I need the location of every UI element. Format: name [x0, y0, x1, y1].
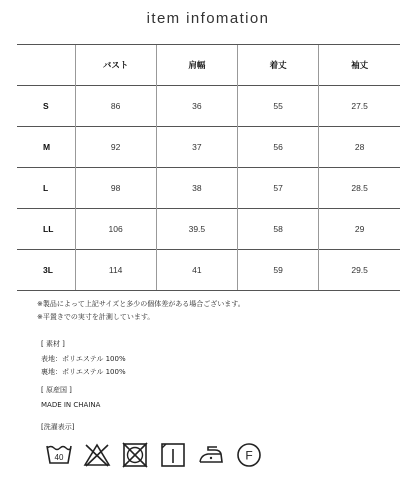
size-table-corner	[17, 45, 75, 86]
cell-bust: 86	[75, 86, 156, 127]
no-bleach-icon	[83, 441, 111, 469]
cell-length: 57	[238, 168, 319, 209]
origin-section	[41, 385, 100, 412]
table-row	[17, 86, 400, 127]
cell-sleeve-length: 28.5	[319, 168, 400, 209]
cell-shoulder-width: 36	[156, 86, 237, 127]
drip-dry-icon	[159, 441, 187, 469]
cell-bust: 92	[75, 127, 156, 168]
cell-shoulder-width: 37	[156, 127, 237, 168]
cell-sleeve-length: 29	[319, 209, 400, 250]
row-size-label: LL	[17, 209, 75, 250]
note-individual-difference: ※製品によって上記サイズと多少の個体差がある場合ございます。	[37, 300, 245, 308]
size-notes	[37, 298, 245, 324]
table-row	[17, 127, 400, 168]
cell-bust: 106	[75, 209, 156, 250]
wash-temperature: 40	[54, 453, 64, 462]
row-size-label: S	[17, 86, 75, 127]
row-size-label: L	[17, 168, 75, 209]
wash-40-icon	[45, 441, 73, 469]
header-length: 着丈	[238, 45, 319, 86]
origin-value: MADE IN CHAINA	[41, 401, 101, 409]
material-lining: 裏地：ポリエステル 100%	[41, 368, 126, 376]
care-icons	[45, 441, 263, 469]
header-bust: バスト	[75, 45, 156, 86]
material-heading: [ 素材 ]	[41, 340, 65, 348]
cell-shoulder-width: 39.5	[156, 209, 237, 250]
row-size-label: M	[17, 127, 75, 168]
cell-length: 58	[238, 209, 319, 250]
header-shoulder-width: 肩幅	[156, 45, 237, 86]
cell-length: 59	[238, 250, 319, 291]
table-row	[17, 168, 400, 209]
cell-shoulder-width: 38	[156, 168, 237, 209]
cell-sleeve-length: 27.5	[319, 86, 400, 127]
dry-clean-letter: F	[245, 448, 253, 463]
cell-length: 55	[238, 86, 319, 127]
page-title: item infomation	[146, 10, 270, 27]
row-size-label: 3L	[17, 250, 75, 291]
material-section	[41, 339, 126, 379]
table-row	[17, 250, 400, 291]
header-sleeve-length: 袖丈	[319, 45, 400, 86]
cell-length: 56	[238, 127, 319, 168]
no-tumble-dry-icon	[121, 441, 149, 469]
origin-heading: [ 原産国 ]	[41, 386, 72, 394]
note-flat-measurement: ※平置きでの実寸を計測しています。	[37, 313, 155, 321]
care-section	[41, 422, 74, 436]
cell-sleeve-length: 28	[319, 127, 400, 168]
cell-shoulder-width: 41	[156, 250, 237, 291]
size-table	[17, 44, 400, 291]
cell-bust: 114	[75, 250, 156, 291]
care-heading: [洗濯表示]	[41, 423, 75, 431]
cell-bust: 98	[75, 168, 156, 209]
cell-sleeve-length: 29.5	[319, 250, 400, 291]
table-row	[17, 209, 400, 250]
material-outer: 表地：ポリエステル 100%	[41, 355, 126, 363]
dry-clean-f-icon	[235, 441, 263, 469]
size-table-header-row	[17, 45, 400, 86]
iron-low-icon	[197, 441, 225, 469]
